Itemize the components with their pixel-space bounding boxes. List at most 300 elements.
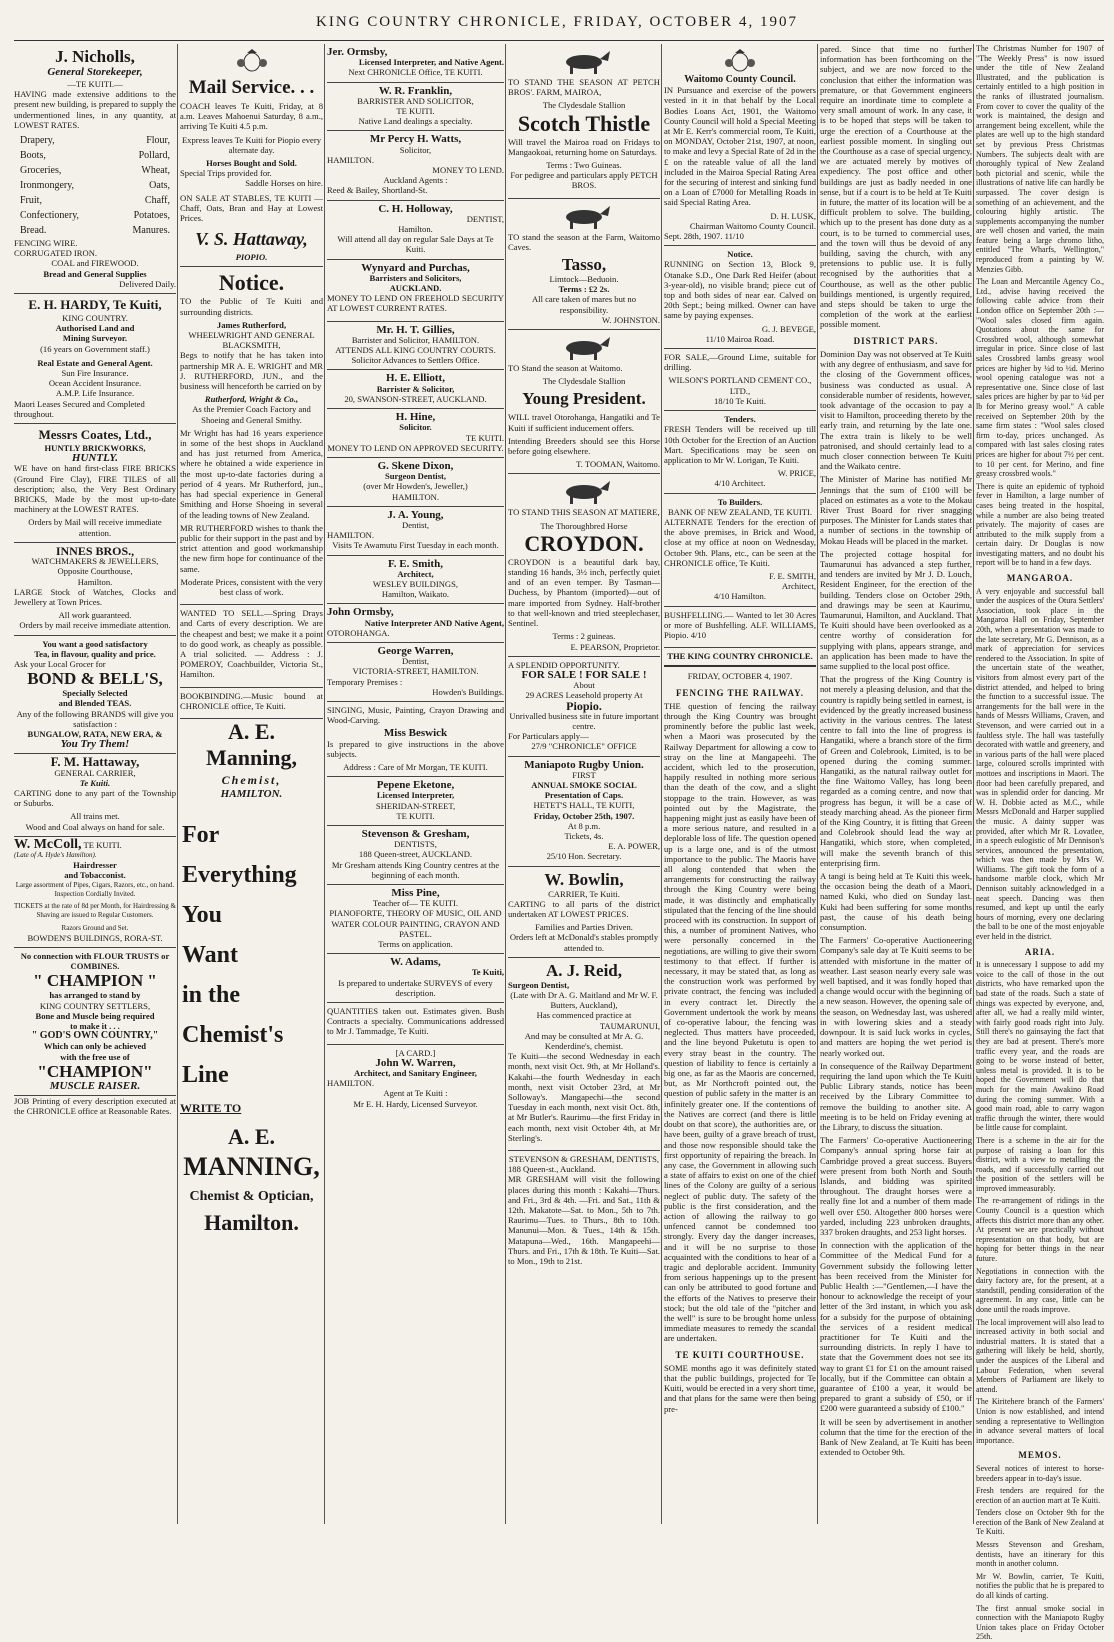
text-block: 27/9 "CHRONICLE" OFFICE [531,741,637,752]
masthead: KING COUNTRY CHRONICLE, FRIDAY, OCTOBER 4, 1907 [316,14,798,30]
text-block: Fruit, [20,195,42,207]
text-block: PIOPIO. [235,252,268,263]
text-block: Terms on application. [378,939,453,950]
text-block: PIANOFORTE, THEORY OF MUSIC, OIL AND WATER COLOUR PAINTING, CRAYON AND PASTEL. [329,908,502,939]
text-block: The Kiritehere branch of the Farmers' Union is now established, and intend sending a representative to Wellington in advance several matters of local importance. [976,1397,1104,1445]
text-block: Manures. [132,225,170,237]
text-block: ANNUAL SMOKE SOCIAL [531,779,637,790]
text-block: E. H. HARDY, Te Kuiti, [28,297,162,313]
text-block: Ironmongery, [20,180,75,192]
advertisement [664,648,816,667]
advertisement [327,260,504,322]
text-block: The first annual smoke social in connection with the Maniapoto Rugby Union takes place on Friday October 25th. [976,1603,1104,1642]
text-block: TE KUITI. [396,106,435,117]
slogan-word: Line [182,1062,229,1089]
text-block: Solicitor Advances to Settlers Office. [351,355,480,366]
text-block: Chemist & Optician, [189,1188,314,1204]
text-block: Te Kuiti, [471,967,504,978]
text-block: The Minister of Marine has notified Mr Jennings that the sum of £100 will be placed on estimates as a vote to the Mokau River Trust Board for river snagging purposes. The Minister for Lands states that a number of sections in the township of Mokau Heads will be placed in the market. [820,474,972,546]
text-block: J. A. Young, [387,508,444,521]
text-block: CARTING done to any part of the Township or Suburbs. [14,787,176,809]
text-block: W. Bowlin, [544,869,624,889]
text-block: Potatoes, [133,210,170,222]
ad-champion [14,948,176,1096]
royal-crest-icon [723,49,757,73]
text-block: " CHAMPION " [33,971,157,991]
text-block: Barristers and Solicitors, [369,272,462,283]
text-block: Solicitor. [399,422,432,433]
text-block: Unrivalled business site in future important centre. [509,710,659,731]
text-block: A.M.P. Life Insurance. [55,388,135,399]
text-block: It will be seen by advertisement in another column that the time for the erection of the Bank of New Zealand, at Te Kuiti has been extended to October 9th. [820,1416,972,1458]
slogan-word: Chemist's [182,1022,284,1049]
text-block: F. M. Hattaway, [50,754,140,770]
text-block: Mr Wright has had 16 years experience in some of the best shops in Auckland and has just returned from America, where he obtained a wide experience in the most up-to-date factories during a period of 4 years. Mr Rutherford, jun., has had special experience in General Smithing and Horse Shoeing in several of the leading towns of New Zealand. [180,427,323,520]
text-block: TO stand the season at the Farm, Waitomo Caves. [508,231,660,252]
text-block: The Clydesdale Stallion [542,100,626,111]
text-block: BARRISTER AND SOLICITOR, [357,95,474,106]
text-block: Friday, October 25th, 1907. [533,810,635,821]
text-block: Has commenced practice at [536,1010,632,1021]
text-block: BUSHFELLING.— Wanted to let 30 Acres or more of Bushfelling. ALF. WILLIAMS, Piopio. 4/10 [664,609,816,640]
advertisement [508,330,660,474]
advertisement [664,349,816,411]
text-block: Hairdresser [73,860,117,871]
text-block: HETET'S HALL, TE KUITI, [533,800,635,811]
text-block: The Farmers' Co-operative Auctioneering Company's sale day at Te Kuiti seems to be attended with misfortune in the matter of weather. Last season nearly every sale was well baptised, and it was fondly hoped that a change would occur with the beginning of a new season. However, the opening sale of the season, on Wednesday last, was ushered in with lowering skies and a steady downpour. It is said luck works in cycles, and matters are hoping the wet period is nearly worked out. [820,935,972,1058]
advertisement [327,201,504,260]
text-block: CROYDON is a beautiful dark bay, standing 16 hands, 3½ inch, perfectly quiet and of an even temper. By Tasman—Duchess, by Phantom (imported)—out of mare imported from Sydney. Half-brother to that well-known and tried steeplechaser, Sentinel. [508,556,660,629]
text-block: HAMILTON. [391,491,440,502]
text-block: DENTISTS, [394,839,437,850]
text-block: Moderate Prices, consistent with the very best class of work. [180,576,323,597]
text-block: BANK OF NEW ZEALAND, TE KUITI. [667,506,813,517]
column-7 [976,44,1104,1642]
text-block: AUCKLAND. [389,283,442,294]
advertisement [508,44,660,199]
advertisement [508,757,660,867]
text-block: For pedigree and particulars apply PETCH BROS. [510,170,658,191]
text-block: ATTENDS ALL KING COUNTRY COURTS. [335,345,496,356]
text-block: FRESH Tenders will be received up till 10th October for the Erection of an Auction Mart. Specifications may be seen on application to Mr W. Lorigan, Te Kuiti. [664,424,816,465]
text-block: Piopio. [566,698,602,713]
text-block: Mr E. H. Hardy, Licensed Surveyor. [353,1098,478,1109]
text-block: All trains met. [70,811,120,822]
advertisement [327,826,504,885]
text-block: 4/10 Architect. [714,478,766,489]
text-block: The Loan and Mercantile Agency Co., Ltd., advise having received the following cable advice from their London office on September 20th :— "Wool sales closed firm again. Quotations about the same for Crossbred wool, although somewhat irregular in price. Since close of last sales Crossbred lambs greasy wool prices are higher by ¼d to ½d. Merino wool opening catalogue was not a representative one. Since close of last sales prices are higher by par to ¼d per lb for Merino greasy wool." A cable received on September 20th by the same firm states : "Wool sales closed firm to-day, prices unchanged. As compared with last sales closing rates prices are higher for about 7½ per cent. to 10 per cent. for Merino, and fine greasy crossbred wools." [976,277,1104,479]
text-block: Specially Selected [62,688,128,699]
text-block: Te Kuiti—the second Wednesday in each month, next visit Oct. 9th, at Mr Holland's. Kakahi—the fourth Wednesday in each month, next visit October 23rd, at Mr Solloway's. Mangapechi—the second Tuesday in each month, next visit Oct. 8th, at Mr Butler's. Raurimu—the first Friday in each month, next visit October 4th, at Mr Sterling's. [508,1051,660,1143]
text-block: Limtock—Beduoin. [549,274,619,285]
text-block: TO Stand the season at Waitomo. [508,363,623,374]
text-block: has arranged to stand by [49,990,141,1001]
text-block: Groceries, [20,165,62,177]
text-block: You Try Them! [60,738,130,751]
text-block: MONEY TO LEND ON FREEHOLD SECURITY AT LOWEST CURRENT RATES. [327,293,504,314]
text-block: "CHAMPION" [37,1061,153,1081]
text-block: That the progress of the King Country is not merely a pleasing delusion, and that the country is rapidly being settled in earnest, is evidenced by the greatly increased business activity in the various centres. The latest centre to fall into the line of progress is Hangatiki, where a branch store of the firm of Green and Colebrook, Limited, is to be opened during the coming summer. Hangatiki, as the natural railway outlet for the fine Waitomo Valley, has long been regarded as a coming centre, and now that progress has begun, it will be a case of steady marching ahead. As the pioneer firm of the King Country, it is fitting that Green and Colebrook should lead the way at Hangatiki, which store, when completed, will make the seventh branch of this enterprising firm. [820,674,972,868]
text-block: John W. Warren, [375,1056,456,1069]
advertisement [664,607,816,649]
text-block: Solicitor, [399,144,432,155]
text-block: E. PEARSON, Proprietor. [570,641,660,652]
text-block: Tasso, [561,255,607,275]
text-block: WHEELWRIGHT AND GENERAL BLACKSMITH, [188,330,315,351]
advertisement [327,44,504,83]
text-block: GENERAL CARRIER, [54,767,136,778]
column-6 [820,44,972,1524]
text-block: Wheat, [141,165,170,177]
text-block: Reed & Bailey, Shortland-St. [327,185,428,196]
text-block: WILL travel Otorohanga, Hangatiki and Te Kuiti if sufficient inducement offers. [508,412,660,433]
editorial-title: THE KING COUNTRY CHRONICLE. [667,651,813,662]
text-block: WESLEY BUILDINGS, [372,578,459,589]
text-block: MUSCLE RAISER. [49,1079,141,1092]
category-row [14,178,176,193]
advertisement [327,702,504,777]
text-block: VICTORIA-STREET, HAMILTON. [352,666,479,677]
text-block: Tickets, 4s. [564,830,604,841]
text-block: HAMILTON. [327,154,375,165]
text-block: Rutherford, Wright & Co., [204,394,299,405]
column-2 [180,44,323,1524]
text-block: James Rutherford, [216,319,287,330]
text-block: Agent at Te Kuiti : [383,1088,448,1099]
text-block: TICKETS at the rate of 8d per Month, for Hairdressing & Shaving are issued to Regular Customers. [14,901,176,919]
text-block: Young President. [522,389,646,409]
ad-hattaway-carrier [14,754,176,836]
text-block: Hamilton, Waikato. [381,589,450,600]
text-block: A. E. [227,1123,276,1149]
text-block: 188 Queen-street, AUCKLAND. [358,849,473,860]
slogan-word: For [182,822,220,849]
text-block: Drapery, [20,135,55,147]
category-list [14,133,176,238]
text-block: MANNING, [183,1151,320,1181]
column-rule [177,44,178,1524]
advertisement [327,1045,504,1113]
text-block: to make it . . . [70,1021,120,1031]
text-block: Next CHRONICLE Office, TE KUITI. [348,67,483,78]
column-rule [661,44,662,1524]
text-block: ON SALE AT STABLES, TE KUITI — Chaff, Oats, Bran and Hay at Lowest Prices. [180,192,323,224]
advertisement [508,474,660,656]
text-block: Architect, and Sanitary Engineer, [354,1068,477,1079]
text-block: Scotch Thistle [517,110,651,136]
text-block: (Late with Dr A. G. Maitland and Mr W. F. Butters, Auckland), [510,989,658,1011]
text-block: Mr. H. T. Gillies, [376,323,455,336]
text-block: Dominion Day was not observed at Te Kuiti with any degree of enthusiasm, and save for the closing of the Government offices, business was conducted as usual. A considerable number of residents, however, took advantage of the occasion to pay a visit to Hamilton, proceeding thereto by the early train, and returning by the late one. The extra train is likely to be well patronised, and should certainly lead to a much closer connection between Te Kuiti and the Waikato centre. [820,348,972,472]
ad-pomeroy [180,605,323,687]
text-block: MR RUTHERFORD wishes to thank the public for their support in the past and by strict attention and good workmanship the new firm hope for continuance of the same. [180,522,323,574]
advertisement [327,643,504,702]
ad-nicholls [14,44,176,294]
advertisement [508,199,660,330]
text-block: T. TOOMAN, Waitomo. [576,459,660,470]
text-block: The Clydesdale Stallion [542,376,626,387]
text-block: 11/10 Mairoa Road. [705,333,775,344]
text-block: [A CARD.] [395,1047,436,1058]
text-block: Orders by Mail will receive immediate attention. [28,517,162,538]
text-block: 25/10 Hon. Secretary. [546,851,622,862]
text-block: A tangi is being held at Te Kuiti this week, the occasion being the death of a Maori, named Kuki, who died on Sunday last. Kuki had been suffering for some months past, the cause of his death being consumption. [820,871,972,933]
top-rule [14,40,1104,41]
slogan-word: Want [182,942,239,969]
text-block: Waitomo County Council. [684,74,796,85]
ad-mail-service [180,44,323,267]
text-block: Visits Te Awamutu First Tuesday in each month. [332,540,499,551]
text-block: W. PRICE, [777,468,816,479]
ad-bookbinding [180,688,323,719]
text-block: D. H. LUSK, [770,210,816,221]
text-block: WANTED TO SELL.—Spring Drays and Carts of every description. We are the cheapest and best; we make it a point to do good work, as cheaply as possible. A trial solicited. — Address : J. POMEROY, Coachbuilder, Victoria St., Hamilton. [180,608,323,680]
text-block: Terms : £2 2s. [558,284,610,295]
text-block: SHERIDAN-STREET, [375,800,456,811]
advertisement [327,604,504,643]
text-block: Maori Leases Secured and Completed throughout. [14,398,145,419]
text-block: General Storekeeper, [47,66,143,78]
text-block: MONEY TO LEND ON APPROVED SECURITY. [327,442,504,453]
category-row [14,148,176,163]
text-block: H. E. Elliott, [386,372,445,385]
category-row [14,223,176,238]
text-block: Opposite Courthouse, [57,566,133,577]
text-block: 20, SWANSON-STREET, AUCKLAND. [344,393,487,404]
text-block: Tenders close on October 9th for the erection of the Bank of New Zealand at Te Kuiti. [976,1508,1104,1537]
horse-icon [554,49,614,75]
advertisement [327,131,504,200]
text-block: and Blended TEAS. [58,698,132,709]
text-block: G. Skene Dixon, [377,459,454,472]
text-block: At 8 p.m. [567,820,601,831]
text-block: Pepene Eketone, [376,779,455,792]
text-block: Real Estate and General Agent. [37,357,153,368]
text-block: Saddle Horses on hire. [245,178,323,189]
text-block: Which can only be achieved [43,1041,147,1052]
text-block: Tenders. [724,414,756,425]
text-block: Hamilton. [204,1209,299,1235]
text-block: A. J. Reid, [545,960,623,980]
text-block: 18/10 Te Kuiti. [714,395,766,406]
text-block: W. McColl, [14,836,82,852]
text-block: Razors Ground and Set. [61,923,129,932]
text-block: COAL and FIREWOOD. [51,258,139,269]
text-block: Mail Service. . . [188,77,315,98]
text-block: Maniapoto Rugby Union. [524,758,644,771]
text-block: Is prepared to give instructions in the above subjects. [327,738,504,759]
horse-icon [554,479,614,505]
text-block: Fresh tenders are required for the erection of an auction mart at Te Kuiti. [976,1486,1104,1505]
text-block: There is quite an epidemic of typhoid fever in Hamilton, a large number of cases being treated in the hospital, while a number are also being treated privately. The majority of cases are attributed to the milk supply from a certain dairy. Dr Douglas is now investigating matters, and no doubt his report will be to hand in a few days. [976,481,1104,568]
text-block: George Warren, [377,644,454,657]
horse-icon [554,204,614,230]
text-block: Howden's Buildings. [432,686,504,697]
text-block: Messrs Stevenson and Gresham, dentists, have an itinerary for this month in another column. [976,1540,1104,1569]
text-block: QUANTITIES taken out. Estimates given. Bush Contracts a specialty. Communications addressed to Mr J. Tammadge, Te Kuiti. [327,1006,504,1037]
text-block: CARRIER, Te Kuiti. [548,888,620,899]
text-block: (over Mr Howden's, Jeweller,) [363,481,468,492]
text-block: pared. Since that time no further information has been forthcoming on the subject, and we are now forced to the conclusion that either the information was premature, or that Government engineers require an inordinate time to complete a very small amount of work. In any case, it is to be hoped that steps will be taken to urge the erection of a Courthouse at the earliest possible moment. In singling out the Courthouse as a case of special urgency, we are actuated merely by motives of expediency. The post office and other buildings are just as badly needed in one sense, but if a court is to be held at Te Kuiti in future, the matter of its location will be a difficult problem to solve. The building, which up to the present has done duty as a court, is to be turned to commercial uses, and the town will thus be devoid of any building, saving the church, with any pretensions to public use. It is fully recognised by the authorities that a Courthouse, as well as the other public buildings mentioned, is urgently required, and steps should be taken to urge the completion of the work at the earliest possible moment. [820,44,972,330]
text-block: Horses Bought and Sold. [206,158,297,169]
text-block: MR GRESHAM will visit the following places during this month : Kakahi—Thurs. and Fri., 3rd & 4th. —Fri. and Sat., 11th & 12th. Makatote—Sat. to Mon., 5th to 7th. Raurimu—Tues. to Thurs., 8th to 10th. Manunui—Mon. & Tues., 14th & 15th. Matapuna—Wed., 16th. Mangapeehi—Thurs. and Fri., 17th & 18th. Te Kuiti—Sat. to Mon., 19th to 21st. [508,1174,660,1267]
text-block: Messrs Coates, Ltd., [38,427,152,443]
category-row [14,163,176,178]
text-block: Tea, in flavour, quality and price. [34,648,156,659]
text-block: Stevenson & Gresham, [361,828,470,840]
text-block: In connection with the application of the Committee of the Medical Fund for a Government subsidy the following letter has been received from the Minister for Public Health :—"Gentlemen,—I have the honour to acknowledge the receipt of your letter of the 3rd instant, in which you ask for a subsidy for the purpose of obtaining the services of a resident medical practitioner for Te Kuiti and the surrounding districts. In reply I have to state that the Government does not see its way to grant £1 for £1 on the amount raised locally, but if the Committee can obtain a guarantee of £100 a year, it would be prepared to grant a subsidy of £50, or if £200 were guaranteed a subsidy of £100." [820,1240,972,1414]
text-block: Mr W. Bowlin, carrier, Te Kuiti, notifies the public that he is prepared to do all kinds of carting. [976,1571,1104,1601]
text-block: Dentist, [402,519,429,530]
text-block: STEVENSON & GRESHAM, DENTISTS, [508,1154,660,1165]
advertisement [664,411,816,493]
text-block: Confectionery, [20,210,80,222]
text-block: Address : Care of Mr Morgan, TE KUITI. [343,761,488,772]
text-block: Temporary Premises : [327,676,403,687]
advertisement [327,458,504,507]
text-block: Auckland Agents : [383,175,448,186]
text-block: Bread. [20,225,47,237]
text-block: BOWDEN'S BUILDINGS, RORA-ST. [27,932,163,943]
text-block: ARIA. [1024,946,1056,957]
text-block: " GOD'S OWN COUNTRY," [31,1030,159,1042]
text-block: Is prepared to undertake SURVEYS of every description. [338,977,493,998]
advertisement [508,657,660,757]
text-block: MEMOS. [1018,1450,1062,1461]
text-block: Several notices of interest to horse-breeders appear in to-day's issue. [976,1463,1104,1483]
advertisement [327,507,504,556]
slogan-word: You [182,902,223,929]
text-block: Te Kuiti. [79,777,111,788]
text-block: DENTIST, [466,213,504,224]
text-block: ALTERNATE Tenders for the erection of the above premises, in Brick and Wood, close at my office at noon on Wednesday, October 9th. Plans, etc., can be seen at the CHRONICLE office, Te Kuiti. [664,516,816,568]
advertisement [327,370,504,409]
text-block: DISTRICT PARS. [853,335,939,346]
text-block: In consequence of the Railway Department requiring the land upon which the Te Kuiti Public Library stands, notice has been received by the Library Committee to remove the building to another site. A meeting is to be held on Friday evening at the Library, to discuss the situation. [820,1060,972,1132]
text-block: The Farmers' Co-operative Auctioneering Company's annual spring horse fair at Cambridge proved a great success. Buyers were present from both North and South Islands, and bidding was spirited throughout. The draught horses were a really fine lot and a number of them made well over £50. Altogether 800 horses were yarded, including 223 unbroken draughts, 337 broken draughts, and 253 light horses. [820,1135,972,1237]
text-block: HAMILTON. [220,788,283,801]
text-block: INNES BROS., [55,543,135,558]
text-block: Orders by mail receive immediate attention. [19,620,171,631]
text-block: Ask your Local Grocer for [14,658,106,669]
text-block: F. E. SMITH, [769,570,816,581]
text-block: For Particulars apply— [508,731,589,742]
text-block: Oats, [149,180,170,192]
text-block: Chairman Waitomo County Council. [689,220,816,231]
text-block: 4/10 Hamilton. [713,591,767,602]
category-row [14,133,176,148]
advertisement [327,1003,504,1045]
text-block: All care taken of mares but no responsibility. [531,294,637,315]
text-block: The Thoroughbred Horse [540,520,628,531]
column-5 [664,44,816,1524]
ad-hardy [14,294,176,424]
column-1 [14,44,176,1524]
ad-rutherford [180,267,323,605]
text-block: FENCING THE RAILWAY. [675,687,805,698]
text-block: (16 years on Government staff.) [40,343,150,354]
ad-mccoll [14,837,176,948]
text-block: W. R. Franklin, [378,84,453,97]
text-block: HUNTLY BRICKWORKS, [44,443,146,454]
column-rule [973,44,974,1524]
text-block: —TE KUITI.— [67,79,123,89]
text-block: Licensed Interpreter, [376,790,455,801]
slogan-word: Everything [182,862,297,889]
text-block: Miss Beswick [383,727,448,740]
column-3 [327,44,504,1524]
text-block: FRIDAY, OCTOBER 4, 1907. [687,671,793,682]
text-block: FIRST [572,769,596,780]
text-block: Terms : 2 guineas. [552,631,616,642]
text-block: Hamilton. [77,576,113,587]
text-block: Will attend all day on regular Sale Days at Te Kuiti. [337,234,494,255]
text-block: 188 Queen-st., Auckland. [508,1164,596,1175]
text-block: All work guaranteed. [58,610,132,621]
text-block: WATCHMAKERS & JEWELLERS, [31,556,159,567]
text-block: You want a good satisfactory [42,638,148,649]
text-block: The Christmas Number for 1907 of "The Weekly Press" is now issued under the title of New Zealand Illustrated, and the publication is certainly entitled to a high position in the ranks of illustrated journalism. From cover to cover the quality of the work is maintained, the design and arrangement being excellent, while the plates are well up to the high standard set by previous Press Christmas Numbers. The subjects dealt with are thoroughly typical of New Zealand both pictorial and scenic, while the illustrations of native life can hardly be surpassed. The cover design is something of an achievement, and the colouring highly artistic. The supplements accompanying the number are well chosen and varied, the main feature being a large chromo litho, entitled "The Wharfs, Wellington," reproduced from a painting by W. Menzies Gibb. [976,44,1104,274]
text-block: Mining Surveyor. [62,333,128,344]
text-block: FOR SALE,—Ground Lime, suitable for drilling. [664,352,816,373]
text-block: A. E. Manning, [205,718,298,770]
text-block: (Late of A. Hyde's Hamilton). [14,850,97,859]
text-block: IN Pursuance and exercise of the powers vested in it in that behalf by the Local Bodies Loans Act, 1901, the Waitomo County Council will hold a Special Meeting at Mr E. Kerr's commercial room, Te Kuiti, on MONDAY, October 21st, 1907, at noon, to make and levy a Special Rate of 2d in the £ on the rateable value of all the land included in the Mairoa Special Rating Area for the securing of interest and sinking fund on a Loan of £7000 for Metalling Roads in said Special Rating Area. [664,85,816,208]
text-block: with the free use of [60,1051,130,1062]
slogan-word: in the [182,982,241,1009]
text-block: V. S. Hattaway, [195,229,308,250]
text-block: Negotiations in connection with the dairy factory are, for the present, at a standstill, pending consideration of the agreement. In any case, little can be done until the roads improve. [976,1266,1104,1314]
text-block: Families and Parties Driven. [535,922,633,933]
text-block: Surgeon Dentist, [508,979,570,990]
text-block: Authorised Land and [55,323,135,334]
column-rule [324,44,325,1524]
ad-title: J. Nicholls, [55,47,135,66]
text-block: To Builders. [717,496,763,507]
text-block: Bone and Muscle being required [35,1010,155,1021]
text-block: The projected cottage hospital for Taumarunui has advanced a step further, and tenders are invited by Mr J. D. Louch, Resident Engineer, for the erection of the building. Tenders close on October 29th, and drawings may be seen at Kaurimu, Taumarunui, Hamilton, and Auckland. That Te Kuiti should have been overlooked as a centre worthy of consideration for supplying with plans, appears strange, and an application has been made to have the same supplied to the local post office. [820,548,972,671]
text-block: W. Adams, [390,956,441,969]
advertisement [327,322,504,371]
text-block: HAMILTON. [327,1078,375,1089]
column-rule [817,44,818,1524]
advertisement [327,777,504,826]
text-block: Will travel the Mairoa road on Fridays to Mangaokoai, returning home on Saturdays. [508,136,660,157]
text-block: As the Premier Coach Factory and Shoeing and General Smithy. [192,404,311,425]
text-block: Miss Pine, [391,887,440,900]
text-block: Sept. 28th, 1907. 11/10 [664,231,744,242]
text-block: Delivered Daily. [119,278,176,289]
text-block: Native Land dealings a specialty. [358,116,473,127]
text-block: WRITE TO [180,1101,242,1116]
text-block: SOME months ago it was definitely stated that the public buildings, projected for Te Kuiti, would be erected in a very short time, and that plans for the same were then being pre- [664,1362,816,1414]
text-block: TE KUITI. [465,432,504,443]
text-block: Wood and Coal always on hand for sale. [25,821,165,832]
text-block: Begs to notify that he has taken into partnership MR A. E. WRIGHT and MR J. RUTHERFORD, JUN., and the business will henceforth be carried on by [180,350,323,392]
text-block: TO STAND THIS SEASON AT MATIERE, [508,507,660,518]
text-block: and Tobacconist. [64,870,126,881]
text-block: OTOROHANGA. [327,627,390,638]
text-block: G. J. BEVEGE, [761,323,816,334]
text-block: KING COUNTRY SETTLERS, [39,1000,151,1011]
text-block: HUNTLY. [71,452,119,465]
text-block: Ocean Accident Insurance. [48,378,142,389]
text-block: KING COUNTRY. [62,313,128,324]
text-block: TO STAND THE SEASON AT PETCH BROS'. FARM, MAIROA, [508,77,660,98]
advertisement [327,83,504,132]
text-block: Surgeon Dentist, [384,471,447,482]
advertisement [327,885,504,954]
